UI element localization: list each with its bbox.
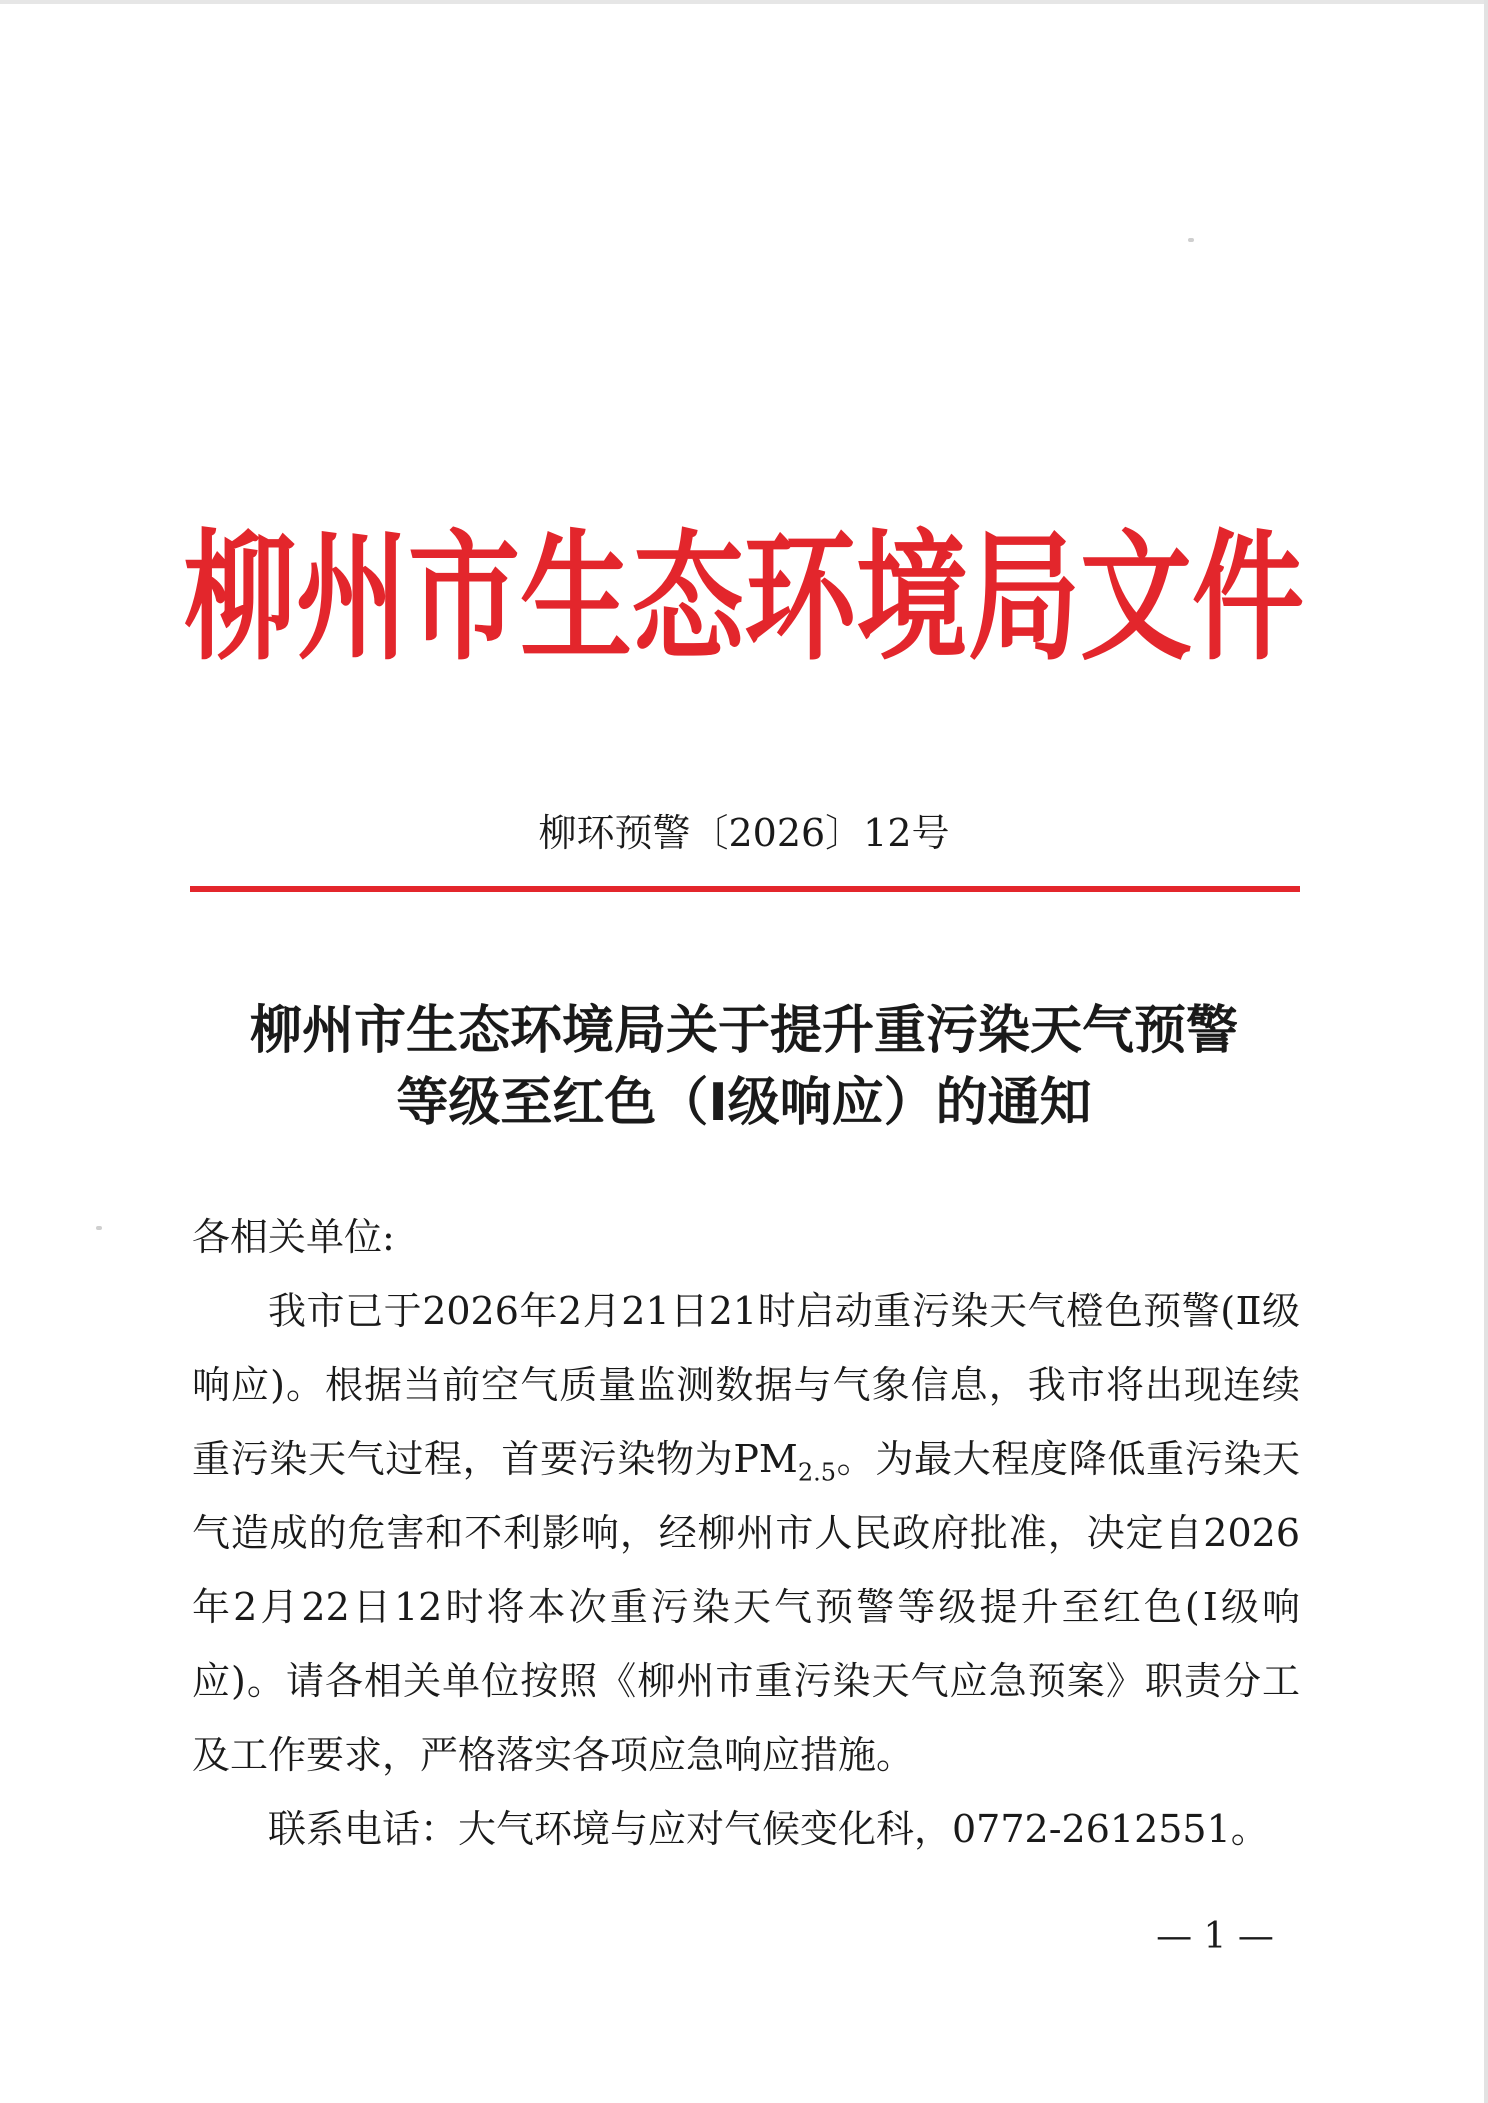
notice-title	[0, 995, 1488, 1139]
salutation: 各相关单位:	[192, 1215, 395, 1259]
body-paragraph	[192, 1274, 1300, 1792]
scan-speck	[1188, 238, 1194, 242]
contact-line: 联系电话：大气环境与应对气候变化科，0772-2612551。	[268, 1807, 1269, 1851]
paragraph-text: 。为最大程度降低重污染天气造成的危害和不利影响，经柳州市人民政府批准，决定自2026年2月22日12时将本次重污染天气预警等级提升至红色(Ⅰ级响应)。请各相关单位按照《柳州市重污染天气应急预案》职责分工及工作要求，严格落实各项应急响应措施。	[192, 1437, 1300, 1777]
page-number: — 1 —	[1156, 1916, 1274, 1957]
notice-title-line: 柳州市生态环境局关于提升重污染天气预警	[249, 1001, 1238, 1061]
scan-edge	[0, 0, 1488, 4]
pm-subscript: 2.5	[797, 1458, 836, 1487]
notice-title-line: 等级至红色（Ⅰ级响应）的通知	[396, 1073, 1092, 1133]
paragraph-text: 我市已于2026年2月21日21时启动重污染天气橙色预警(Ⅱ级响应)。根据当前空气质量监测数据与气象信息，我市将出现连续重污染天气过程，首要污染物为PM	[192, 1289, 1300, 1481]
document-number: 柳环预警〔2026〕12号	[538, 811, 950, 855]
scan-speck	[96, 1226, 102, 1230]
notice-body	[192, 1200, 1300, 1866]
masthead-title: 柳州市生态环境局文件	[184, 517, 1304, 680]
red-divider	[190, 886, 1300, 892]
